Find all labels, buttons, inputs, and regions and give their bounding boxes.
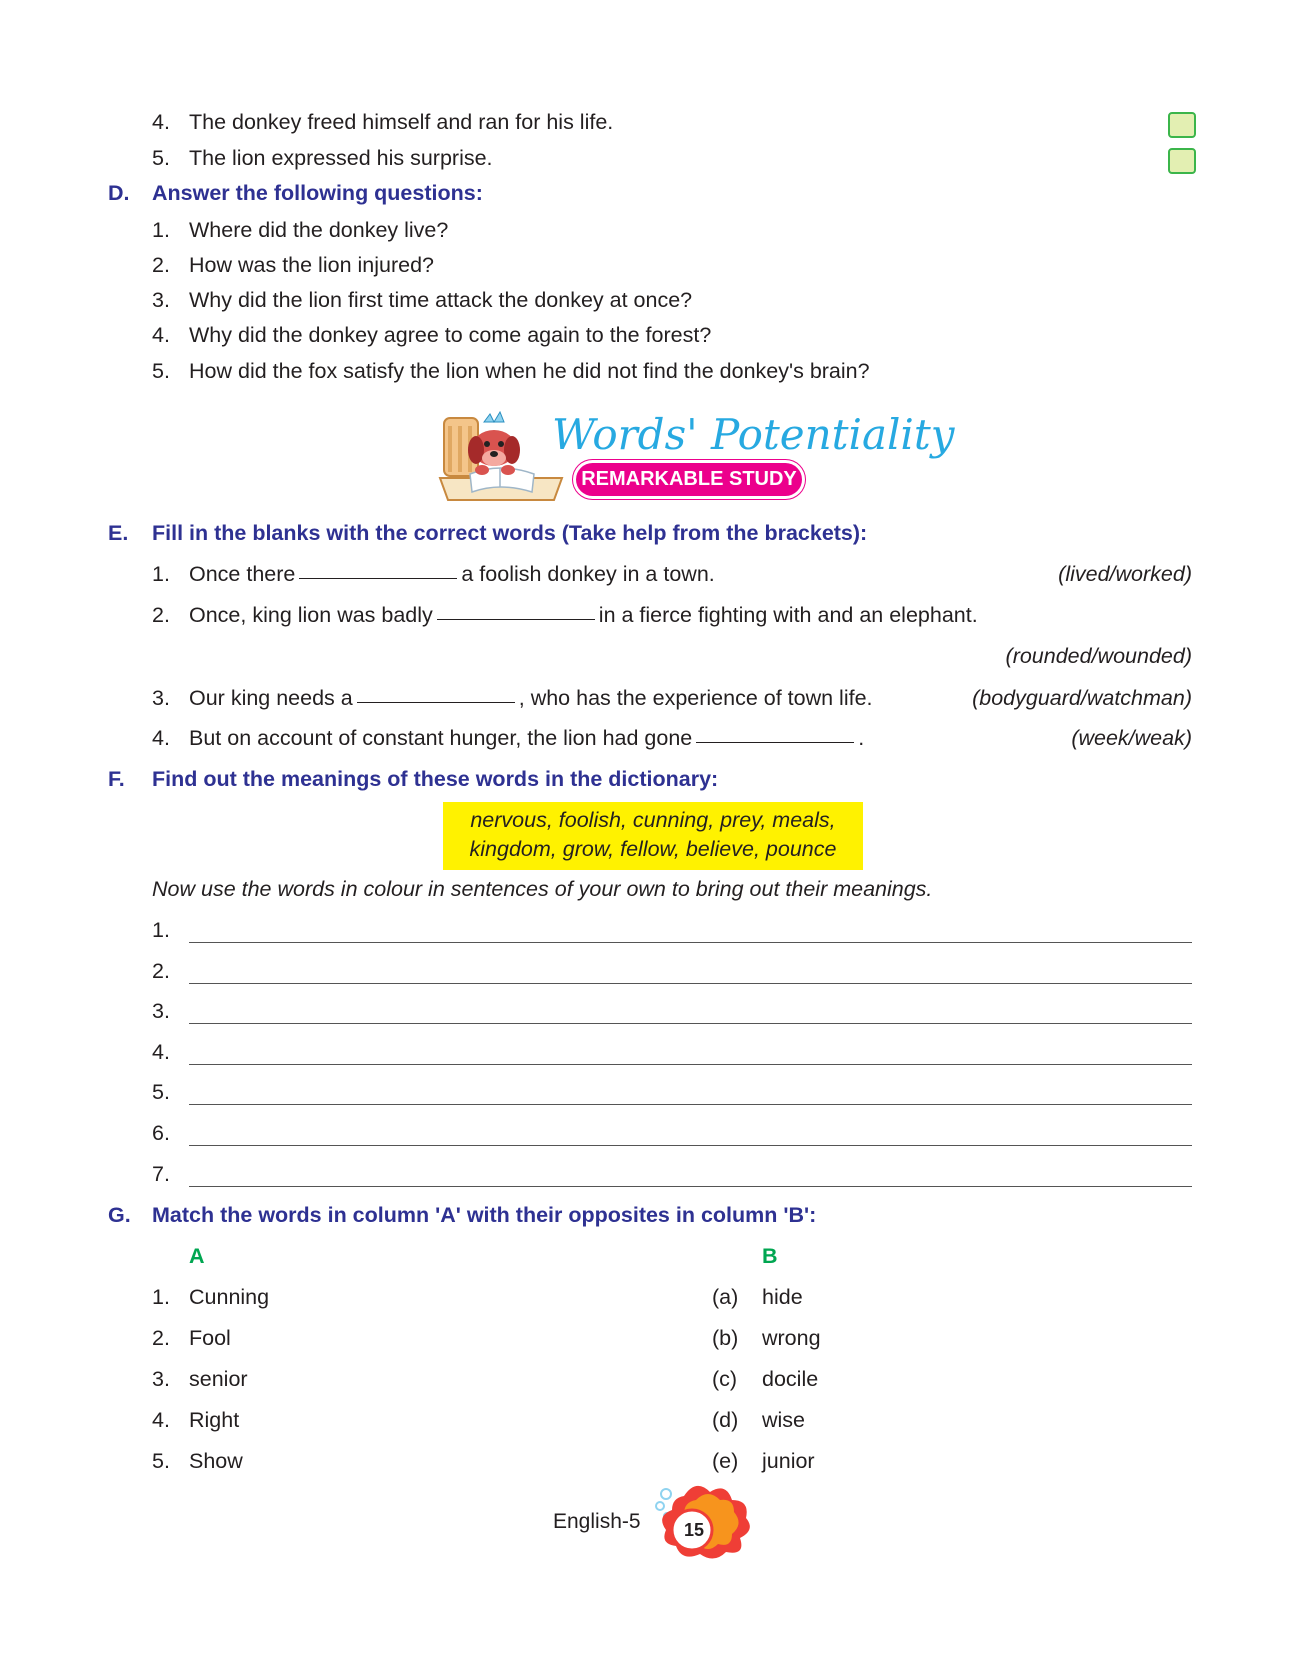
line-number: 3.	[152, 999, 170, 1023]
line-number: 6.	[152, 1121, 170, 1145]
column-b-word: wise	[762, 1408, 806, 1432]
column-a-word: Cunning	[189, 1285, 270, 1309]
list-number: 3.	[152, 288, 170, 312]
column-b-letter: (b)	[712, 1326, 739, 1350]
sentence-end: , who has the experience of town life.	[518, 686, 873, 710]
column-b-word: junior	[762, 1449, 815, 1473]
list-number: 2.	[152, 253, 170, 277]
list-number: 3.	[152, 686, 170, 710]
list-number: 2.	[152, 603, 170, 627]
section-letter: D.	[108, 181, 130, 205]
list-number: 4.	[152, 323, 170, 347]
column-b-letter: (c)	[712, 1367, 738, 1391]
line-number: 1.	[152, 918, 170, 942]
list-item: The donkey freed himself and ran for his life.	[189, 110, 614, 134]
list-number: 4.	[152, 110, 170, 134]
question: How was the lion injured?	[189, 253, 434, 277]
answer-checkbox[interactable]	[1168, 148, 1196, 174]
instruction: Now use the words in colour in sentences of your own to bring out their meanings.	[152, 877, 933, 901]
column-a-word: Fool	[189, 1326, 231, 1350]
line-number: 5.	[152, 1080, 170, 1104]
column-b-letter: (e)	[712, 1449, 739, 1473]
sentence-start: Once there	[189, 562, 296, 586]
list-number: 5.	[152, 359, 170, 383]
list-number: 1.	[152, 1285, 170, 1309]
line-number: 7.	[152, 1162, 170, 1186]
sentence-start: Our king needs a	[189, 686, 353, 710]
list-number: 3.	[152, 1367, 170, 1391]
word-hint: (lived/worked)	[1058, 562, 1192, 586]
writing-line[interactable]	[189, 1185, 1192, 1187]
fill-blank-sentence	[189, 603, 978, 628]
answer-blank[interactable]	[696, 741, 854, 743]
answer-blank[interactable]	[357, 701, 515, 703]
list-number: 5.	[152, 146, 170, 170]
list-number: 4.	[152, 726, 170, 750]
list-item: The lion expressed his surprise.	[189, 146, 493, 170]
sentence-start: Once, king lion was badly	[189, 603, 433, 627]
fill-blank-sentence	[189, 562, 715, 587]
section-letter: F.	[108, 767, 125, 791]
question: How did the fox satisfy the lion when he did not find the donkey's brain?	[189, 359, 870, 383]
book-title: English-5	[553, 1510, 641, 1533]
column-b-word: wrong	[762, 1326, 821, 1350]
section-title: Match the words in column 'A' with their opposites in column 'B':	[152, 1203, 817, 1227]
banner-title: Words' Potentiality	[552, 410, 955, 459]
question: Why did the donkey agree to come again to the forest?	[189, 323, 712, 347]
sentence-end: .	[858, 726, 865, 750]
fill-blank-sentence	[189, 686, 873, 711]
column-b-header: B	[762, 1244, 778, 1268]
question: Why did the lion first time attack the donkey at once?	[189, 288, 693, 312]
list-number: 2.	[152, 1326, 170, 1350]
writing-line[interactable]	[189, 1022, 1192, 1024]
writing-line[interactable]	[189, 1103, 1192, 1105]
fill-blank-sentence	[189, 726, 864, 751]
line-number: 2.	[152, 959, 170, 983]
column-b-word: hide	[762, 1285, 803, 1309]
section-title: Fill in the blanks with the correct words (Take help from the brackets):	[152, 521, 868, 545]
column-b-word: docile	[762, 1367, 819, 1391]
column-b-letter: (d)	[712, 1408, 739, 1432]
list-number: 1.	[152, 218, 170, 242]
reading-puppy-illustration	[436, 408, 566, 504]
word-list-box	[443, 802, 863, 870]
page-number: 15	[683, 1520, 705, 1540]
sentence-end: a foolish donkey in a town.	[461, 562, 715, 586]
writing-line[interactable]	[189, 1063, 1192, 1065]
column-b-letter: (a)	[712, 1285, 739, 1309]
sentence-start: But on account of constant hunger, the lion had gone	[189, 726, 693, 750]
writing-line[interactable]	[189, 982, 1192, 984]
word-hint: (week/weak)	[1071, 726, 1192, 750]
column-a-word: senior	[189, 1367, 248, 1391]
answer-blank[interactable]	[299, 577, 457, 579]
list-number: 1.	[152, 562, 170, 586]
answer-checkbox[interactable]	[1168, 112, 1196, 138]
column-a-word: Show	[189, 1449, 243, 1473]
list-number: 4.	[152, 1408, 170, 1432]
writing-line[interactable]	[189, 1144, 1192, 1146]
word-list-line: kingdom, grow, fellow, believe, pounce	[469, 837, 837, 861]
section-title: Answer the following questions:	[152, 181, 483, 205]
banner-badge: REMARKABLE STUDY	[576, 463, 802, 496]
writing-line[interactable]	[189, 941, 1192, 943]
word-hint: (rounded/wounded)	[1005, 644, 1192, 668]
column-a-header: A	[189, 1244, 205, 1268]
answer-blank[interactable]	[437, 618, 595, 620]
section-letter: E.	[108, 521, 129, 545]
word-list-line: nervous, foolish, cunning, prey, meals,	[470, 808, 836, 832]
list-number: 5.	[152, 1449, 170, 1473]
line-number: 4.	[152, 1040, 170, 1064]
sentence-end: in a fierce fighting with and an elephant.	[598, 603, 978, 627]
question: Where did the donkey live?	[189, 218, 449, 242]
section-title: Find out the meanings of these words in the dictionary:	[152, 767, 719, 791]
section-letter: G.	[108, 1203, 131, 1227]
column-a-word: Right	[189, 1408, 240, 1432]
word-hint: (bodyguard/watchman)	[972, 686, 1192, 710]
